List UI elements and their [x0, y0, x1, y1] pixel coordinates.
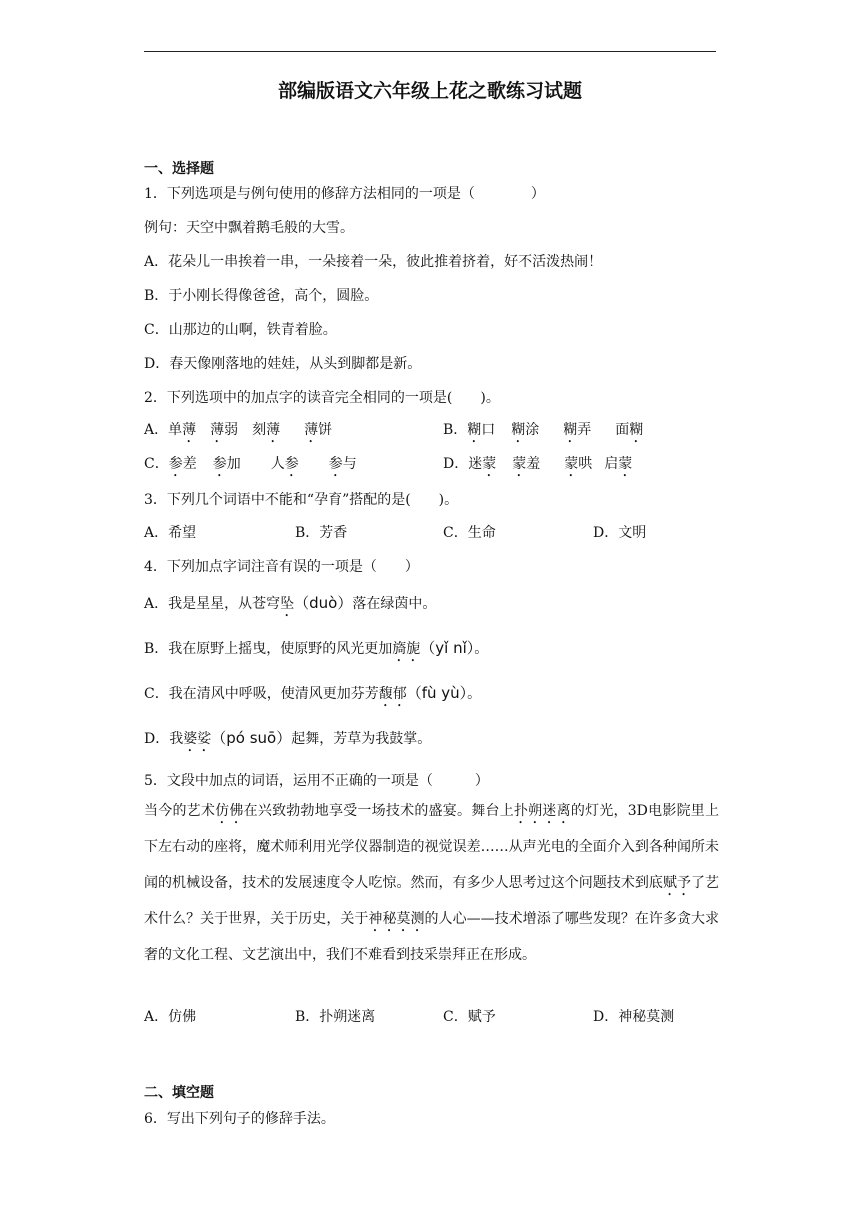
question-2-stem: 2．下列选项中的加点字的读音完全相同的一项是( )。 [144, 390, 500, 406]
word: 参加 [212, 456, 241, 472]
word: 糊口 [467, 422, 496, 438]
question-3-stem: 3．下列几个词语中不能和“孕育”搭配的是( )。 [144, 492, 459, 508]
question-2-option-d [443, 454, 632, 480]
word: 薄弱 [210, 422, 239, 438]
question-5-stem: 5．文段中加点的词语，运用不正确的一项是（ ） [144, 773, 489, 789]
question-1-option-a: A．花朵儿一串挨着一串，一朵接着一朵，彼此推着挤着，好不活泼热闹！ [144, 254, 603, 270]
word: 刻薄 [252, 422, 281, 438]
word: 参与 [328, 456, 357, 472]
question-4-option-b: B．我在原野上摇曳，使原野的风光更加旖旎（yǐ nǐ）。 [144, 639, 489, 657]
word: 启蒙 [604, 456, 633, 472]
question-4-option-c: C．我在清风中呼吸，使清风更加芬芳馥郁（fù yù）。 [144, 684, 482, 702]
question-2-option-b [443, 420, 643, 446]
question-1-option-b: B．于小刚长得像爸爸，高个，圆脸。 [144, 288, 379, 304]
word: 迷蒙 [468, 456, 497, 472]
header-rule [144, 51, 716, 52]
section-heading-choice: 一、选择题 [144, 161, 214, 177]
word: 蒙哄 [564, 456, 593, 472]
question-5-option-b: B．扑朔迷离 [295, 1009, 376, 1025]
question-4-option-a: A．我是星星，从苍穹坠（duò）落在绿茵中。 [144, 594, 437, 612]
question-2-option-c [144, 454, 357, 480]
question-5-option-c: C．赋予 [443, 1009, 496, 1025]
word: 薄饼 [304, 422, 333, 438]
word: 参差 [168, 456, 197, 472]
question-3-option-d: D．文明 [593, 525, 647, 541]
question-1-example: 例句：天空中飘着鹅毛般的大雪。 [144, 220, 354, 236]
page-title: 部编版语文六年级上花之歌练习试题 [277, 80, 582, 102]
question-1-stem: 1．下列选项是与例句使用的修辞方法相同的一项是（ ） [144, 186, 545, 202]
word: 糊涂 [511, 422, 540, 438]
word: 单薄 [168, 422, 197, 438]
question-5-option-a: A．仿佛 [144, 1009, 197, 1025]
word: 蒙羞 [512, 456, 541, 472]
word: 面糊 [615, 422, 644, 438]
question-3-option-b: B．芳香 [295, 525, 348, 541]
question-1-option-c: C．山那边的山啊，铁青着脸。 [144, 322, 337, 338]
question-4-stem: 4．下列加点字词注音有误的一项是（ ） [144, 559, 419, 575]
question-1-option-d: D．春天像刚落地的娃娃，从头到脚都是新。 [144, 356, 422, 372]
question-5-option-d: D．神秘莫测 [593, 1009, 675, 1025]
question-3-option-a: A．希望 [144, 525, 197, 541]
question-2-option-a [144, 420, 332, 446]
question-4-option-d: D．我婆娑（pó suō）起舞，芳草为我鼓掌。 [144, 729, 432, 747]
section-heading-fill: 二、填空题 [144, 1085, 214, 1101]
question-6-stem: 6．写出下列句子的修辞手法。 [144, 1111, 335, 1127]
option-label: C． [144, 456, 169, 472]
word: 糊弄 [563, 422, 592, 438]
option-label: A． [144, 422, 169, 438]
question-5-passage: 当今的艺术仿佛在兴致勃勃地享受一场技术的盛宴。舞台上扑朔迷离的灯光，3D电影院里上下左右动的座将，魔术师利用光学仪器制造的视觉误差……从声光电的全面介入到各种闻所未闻的机械设备，技术的发展速度令人吃惊。然而，有多少人思考过这个问题技术到底赋予了艺术什么？关于世界，关于历史，关于神秘莫测的人心——技术增添了哪些发现？在许多贪大求奢的文化工程、文艺演出中，我们不难看到技采崇拜正在形成。 [144, 803, 720, 963]
word: 人参 [270, 456, 299, 472]
question-3-option-c: C．生命 [443, 525, 496, 541]
option-label: B． [443, 422, 468, 438]
option-label: D． [443, 456, 469, 472]
